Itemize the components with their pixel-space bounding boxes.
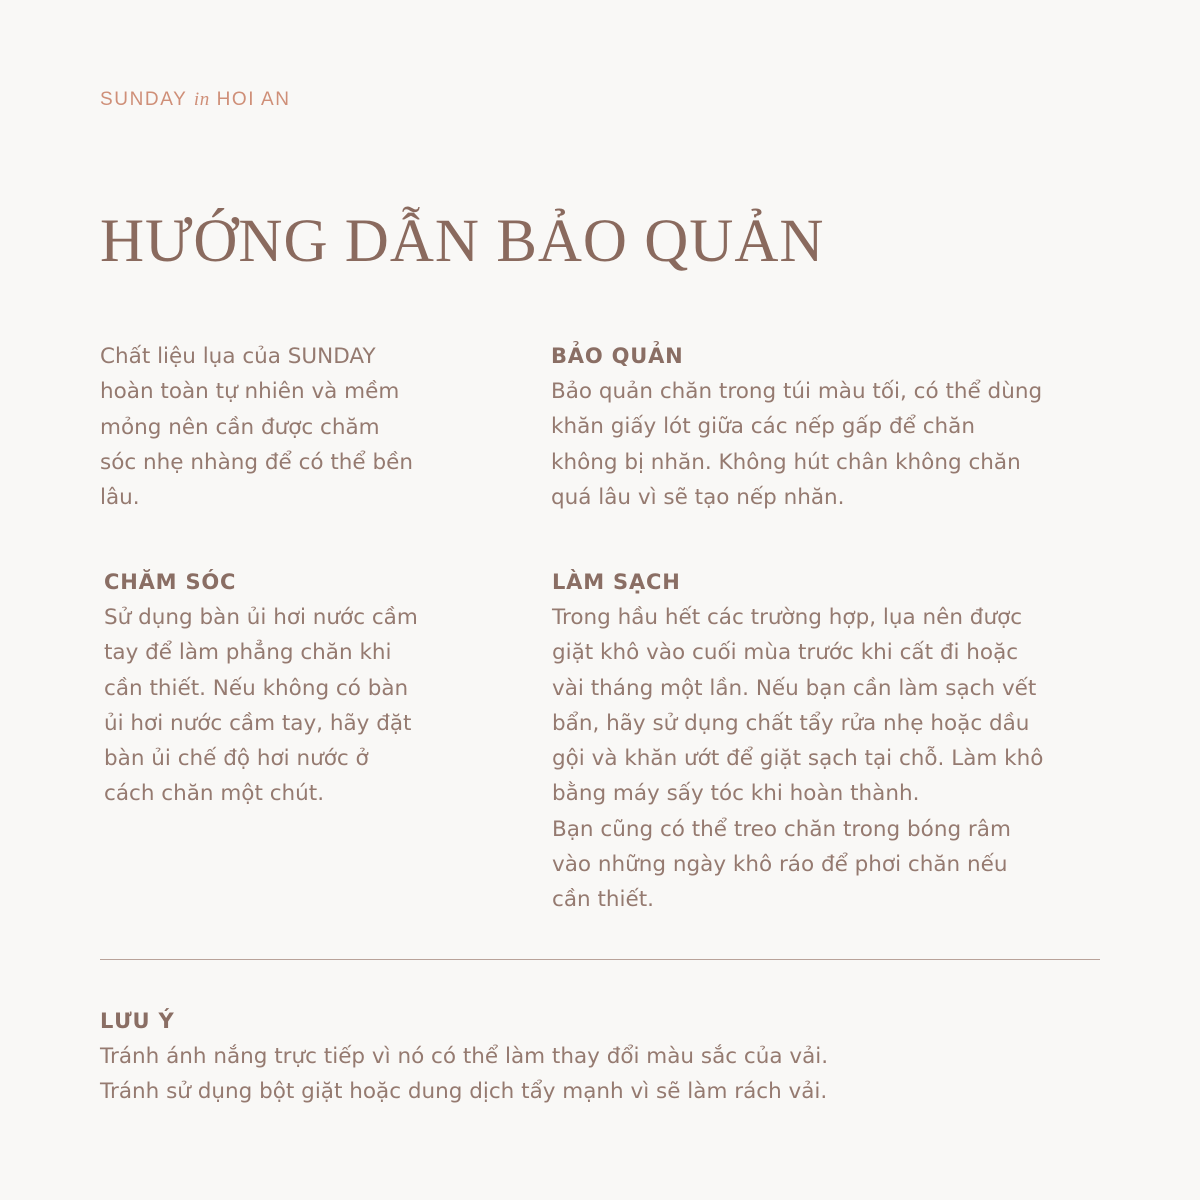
care-line: bàn ủi chế độ hơi nước ở [104,746,369,772]
care-line: cách chăn một chút. [104,781,325,807]
cleaning-line: giặt khô vào cuối mùa trước khi cất đi hoặc [552,640,1019,666]
cleaning-line: vào những ngày khô ráo để phơi chăn nếu [552,852,1008,878]
page-title: HƯỚNG DẪN BẢO QUẢN [100,208,825,275]
care-heading: CHĂM SÓC [104,570,237,594]
cleaning-line: cần thiết. [552,887,654,913]
care-text [104,600,524,812]
cleaning-line: bằng máy sấy tóc khi hoàn thành. [552,781,920,807]
section-divider [100,959,1100,960]
storage-line: khăn giấy lót giữa các nếp gấp để chăn [551,414,975,440]
intro-line: Chất liệu lụa của SUNDAY [100,344,376,369]
storage-line: quá lâu vì sẽ tạo nếp nhăn. [551,484,845,510]
storage-text [551,374,1111,515]
cleaning-line: gội và khăn ướt để giặt sạch tại chỗ. Làm khô [552,746,1044,772]
note-line: Tránh ánh nắng trực tiếp vì nó có thể làm thay đổi màu sắc của vải. [100,1044,829,1069]
care-section [104,565,524,812]
cleaning-heading: LÀM SẠCH [552,570,681,594]
cleaning-line: vài tháng một lần. Nếu bạn cần làm sạch vết [552,675,1037,701]
cleaning-section [552,565,1112,918]
intro-line: mỏng nên cần được chăm [100,414,380,440]
note-heading: LƯU Ý [100,1009,175,1033]
note-text [100,1039,1100,1110]
storage-line: không bị nhăn. Không hút chân không chăn [551,449,1021,475]
brand-connector: in [193,89,210,110]
care-line: ủi hơi nước cầm tay, hãy đặt [104,710,412,736]
brand-location: HOI AN [209,89,291,110]
cleaning-line: Trong hầu hết các trường hợp, lụa nên được [552,605,1023,630]
intro-section [100,339,520,515]
intro-text [100,339,520,515]
intro-line: lâu. [100,485,140,511]
note-line: Tránh sử dụng bột giặt hoặc dung dịch tẩy mạnh vì sẽ làm rách vải. [100,1079,828,1105]
storage-section [551,339,1111,515]
cleaning-line: Bạn cũng có thể treo chăn trong bóng râm [552,816,1011,842]
cleaning-line: bẩn, hãy sử dụng chất tẩy rửa nhẹ hoặc dầu [552,710,1030,736]
note-section [100,1004,1100,1110]
storage-heading: BẢO QUẢN [551,344,684,368]
storage-line: Bảo quản chăn trong túi màu tối, có thể dùng [551,379,1043,404]
intro-line: sóc nhẹ nhàng để có thể bền [100,449,413,475]
care-line: Sử dụng bàn ủi hơi nước cầm [104,605,418,630]
brand-name: SUNDAY [100,89,194,110]
care-line: cần thiết. Nếu không có bàn [104,675,409,701]
cleaning-text [552,600,1112,918]
brand-logo [100,89,291,111]
intro-line: hoàn toàn tự nhiên và mềm [100,379,400,405]
care-line: tay để làm phẳng chăn khi [104,640,392,666]
